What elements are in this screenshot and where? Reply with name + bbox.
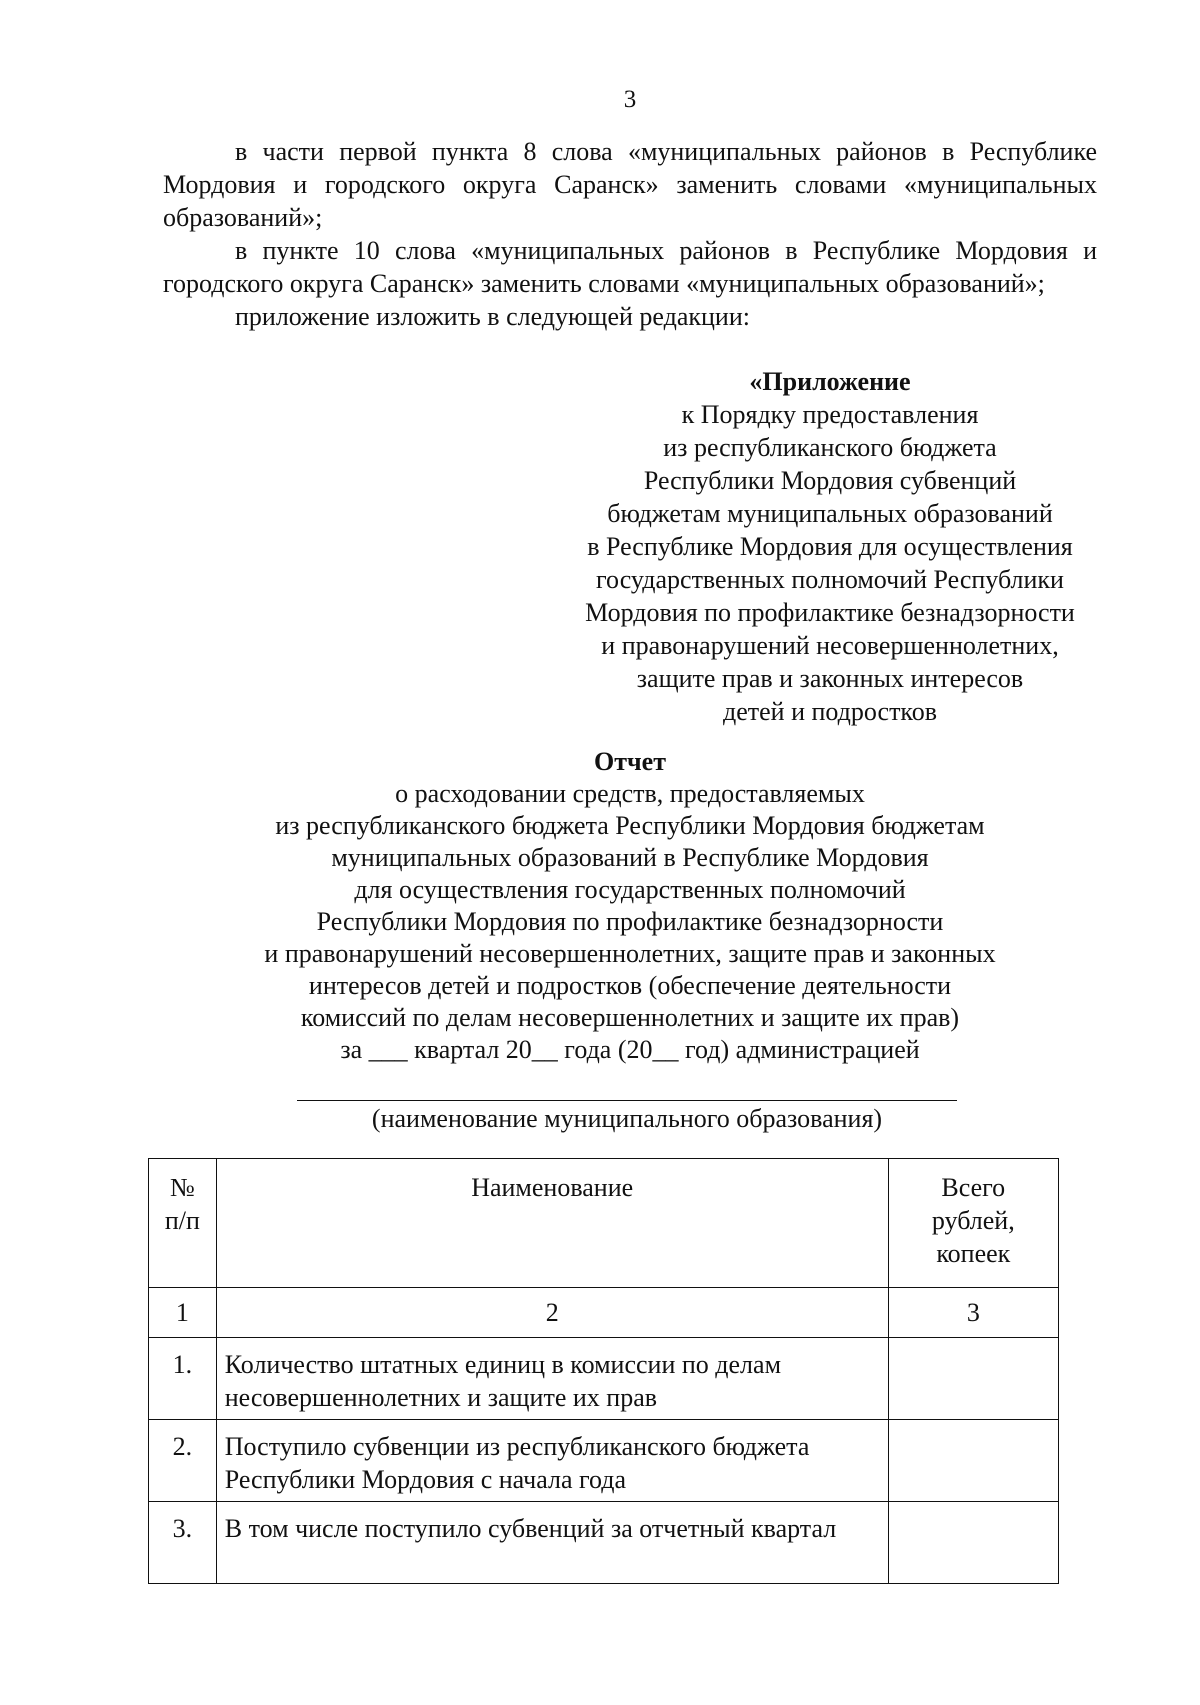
appendix-line: Мордовия по профилактике безнадзорности xyxy=(585,598,1075,627)
report-heading xyxy=(160,746,1100,1066)
row-name: Количество штатных единиц в комиссии по делам несовершеннолетних и защите их прав xyxy=(216,1338,888,1420)
appendix-line: государственных полномочий Республики xyxy=(596,565,1064,594)
table-header-row xyxy=(149,1159,1059,1288)
header-num-line: п/п xyxy=(164,1206,200,1235)
report-line: комиссий по делам несовершеннолетних и защите их прав) xyxy=(300,1003,960,1032)
row-total xyxy=(888,1502,1058,1584)
body-text xyxy=(163,135,1097,333)
header-total-line: копеек xyxy=(936,1239,1011,1268)
table-row xyxy=(149,1420,1059,1502)
report-line: за ___ квартал 20__ года (20__ год) администрацией xyxy=(340,1035,920,1064)
appendix-line: Республики Мордовия субвенций xyxy=(643,466,1017,495)
appendix-line: защите прав и законных интересов xyxy=(636,664,1024,693)
report-table xyxy=(148,1158,1059,1584)
header-num-line: № xyxy=(169,1173,195,1202)
paragraph: в пункте 10 слова «муниципальных районов в Республике Мордовия и городского округа Саранск» заменить словами «муниципальных образований»; xyxy=(163,236,1097,298)
appendix-line: и правонарушений несовершеннолетних, xyxy=(601,631,1059,660)
report-line: из республиканского бюджета Республики Мордовия бюджетам xyxy=(275,811,985,840)
column-number: 3 xyxy=(888,1288,1058,1338)
row-number: 2. xyxy=(149,1420,217,1502)
header-total-line: Всего xyxy=(941,1173,1006,1202)
report-line: муниципальных образований в Республике Мордовия xyxy=(331,843,929,872)
report-title: Отчет xyxy=(594,747,666,776)
report-line: интересов детей и подростков (обеспечение деятельности xyxy=(308,971,952,1000)
appendix-heading xyxy=(540,365,1120,728)
row-number: 1. xyxy=(149,1338,217,1420)
paragraph: приложение изложить в следующей редакции: xyxy=(235,302,750,331)
column-number: 1 xyxy=(149,1288,217,1338)
row-number: 3. xyxy=(149,1502,217,1584)
row-name: В том числе поступило субвенций за отчетный квартал xyxy=(216,1502,888,1584)
report-line: для осуществления государственных полномочий xyxy=(354,875,906,904)
appendix-line: в Республике Мордовия для осуществления xyxy=(587,532,1073,561)
table-row xyxy=(149,1338,1059,1420)
municipality-caption: (наименование муниципального образования) xyxy=(371,1104,883,1133)
header-total xyxy=(888,1159,1058,1288)
appendix-line: к Порядку предоставления xyxy=(681,400,979,429)
table-row xyxy=(149,1502,1059,1584)
row-total xyxy=(888,1420,1058,1502)
paragraph: в части первой пункта 8 слова «муниципальных районов в Республике Мордовия и городского округа Саранск» заменить словами «муниципальных образований»; xyxy=(163,137,1097,232)
row-name: Поступило субвенции из республиканского бюджета Республики Мордовия с начала года xyxy=(216,1420,888,1502)
appendix-line: из республиканского бюджета xyxy=(663,433,997,462)
report-line: и правонарушений несовершеннолетних, защите прав и законных xyxy=(264,939,996,968)
report-line: Республики Мордовия по профилактике безнадзорности xyxy=(316,907,944,936)
appendix-title: «Приложение xyxy=(749,367,911,396)
header-name: Наименование xyxy=(216,1159,888,1288)
report-line: о расходовании средств, предоставляемых xyxy=(395,779,865,808)
header-num xyxy=(149,1159,217,1288)
page-number: 3 xyxy=(623,86,637,113)
row-total xyxy=(888,1338,1058,1420)
appendix-line: детей и подростков xyxy=(722,697,938,726)
appendix-line: бюджетам муниципальных образований xyxy=(607,499,1053,528)
blank-line xyxy=(297,1100,957,1101)
column-number: 2 xyxy=(216,1288,888,1338)
header-total-line: рублей, xyxy=(931,1206,1015,1235)
column-number-row xyxy=(149,1288,1059,1338)
